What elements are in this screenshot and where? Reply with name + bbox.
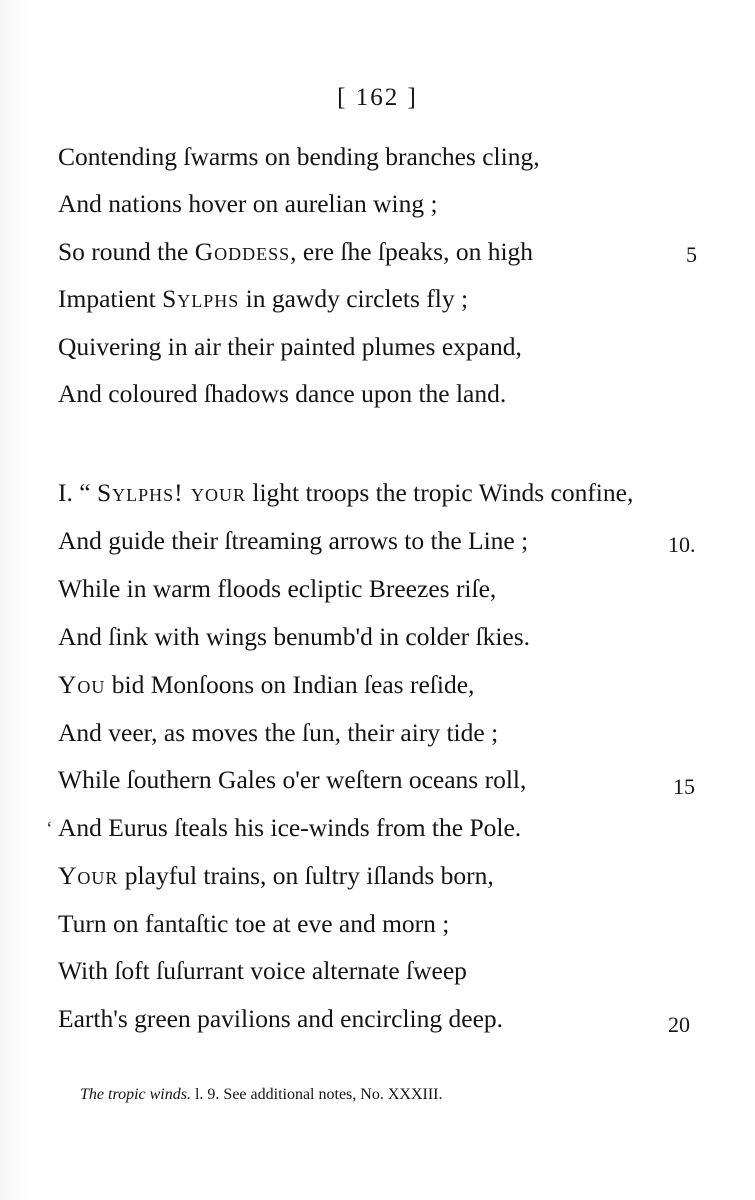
verse-text: in gawdy circlets fly ; [239,284,469,313]
verse-line: And ſink with wings benumb'd in colder ſkies. [58,622,531,651]
small-caps-word: Sylphs! your [96,478,247,507]
verse-line: And coloured ſhadows dance upon the land. [58,379,507,408]
small-caps-word: Sylphs [162,284,240,313]
verse-line: While in warm floods ecliptic Breezes riſe, [58,574,497,603]
verse-line [58,861,494,891]
footnote-text: l. 9. See additional notes, No. XXXIII. [190,1086,443,1103]
verse-line: Turn on fantaſtic toe at eve and morn ; [58,909,450,938]
line-number: 5 [686,242,697,267]
verse-line [58,670,474,700]
verse-text: Impatient [58,284,163,313]
verse-text: playful trains, on ſultry iſlands born, [118,861,494,890]
verse-line: Contending ſwarms on bending branches cling, [58,142,540,171]
verse-line [58,478,633,508]
footnote-title: The tropic winds. [80,1086,191,1103]
verse-line [58,284,468,314]
footnote [80,1084,442,1106]
line-number: 20 [668,1012,690,1037]
verse-line: With ſoft ſuſurrant voice alternate ſweep [58,956,467,985]
margin-mark: ‘ [46,818,53,840]
verse-line: While ſouthern Gales o'er weſtern oceans roll, [58,765,527,794]
verse-line [58,237,533,267]
verse-line: Earth's green pavilions and encircling deep. [58,1004,504,1033]
verse-line: And Eurus ſteals his ice-winds from the Pole. [58,813,522,842]
verse-line: And veer, as moves the ſun, their airy tide ; [58,718,499,747]
verse-text: I. “ [58,478,97,507]
verse-text: , ere ſhe ſpeaks, on high [290,237,534,266]
verse-line: And guide their ſtreaming arrows to the Line ; [58,526,529,555]
verse-text: So round the [58,237,195,266]
small-caps-word: You [58,670,106,699]
verse-text: light troops the tropic Winds confine, [246,478,634,507]
page-number: [ 162 ] [337,84,418,111]
line-number: 10. [668,532,696,557]
verse-line: Quivering in air their painted plumes expand, [58,332,522,361]
verse-line: And nations hover on aurelian wing ; [58,189,438,218]
line-number: 15 [673,774,695,799]
verse-text: bid Monſoons on Indian ſeas reſide, [105,670,475,699]
small-caps-word: Goddess [194,237,291,266]
small-caps-word: Your [58,861,119,890]
